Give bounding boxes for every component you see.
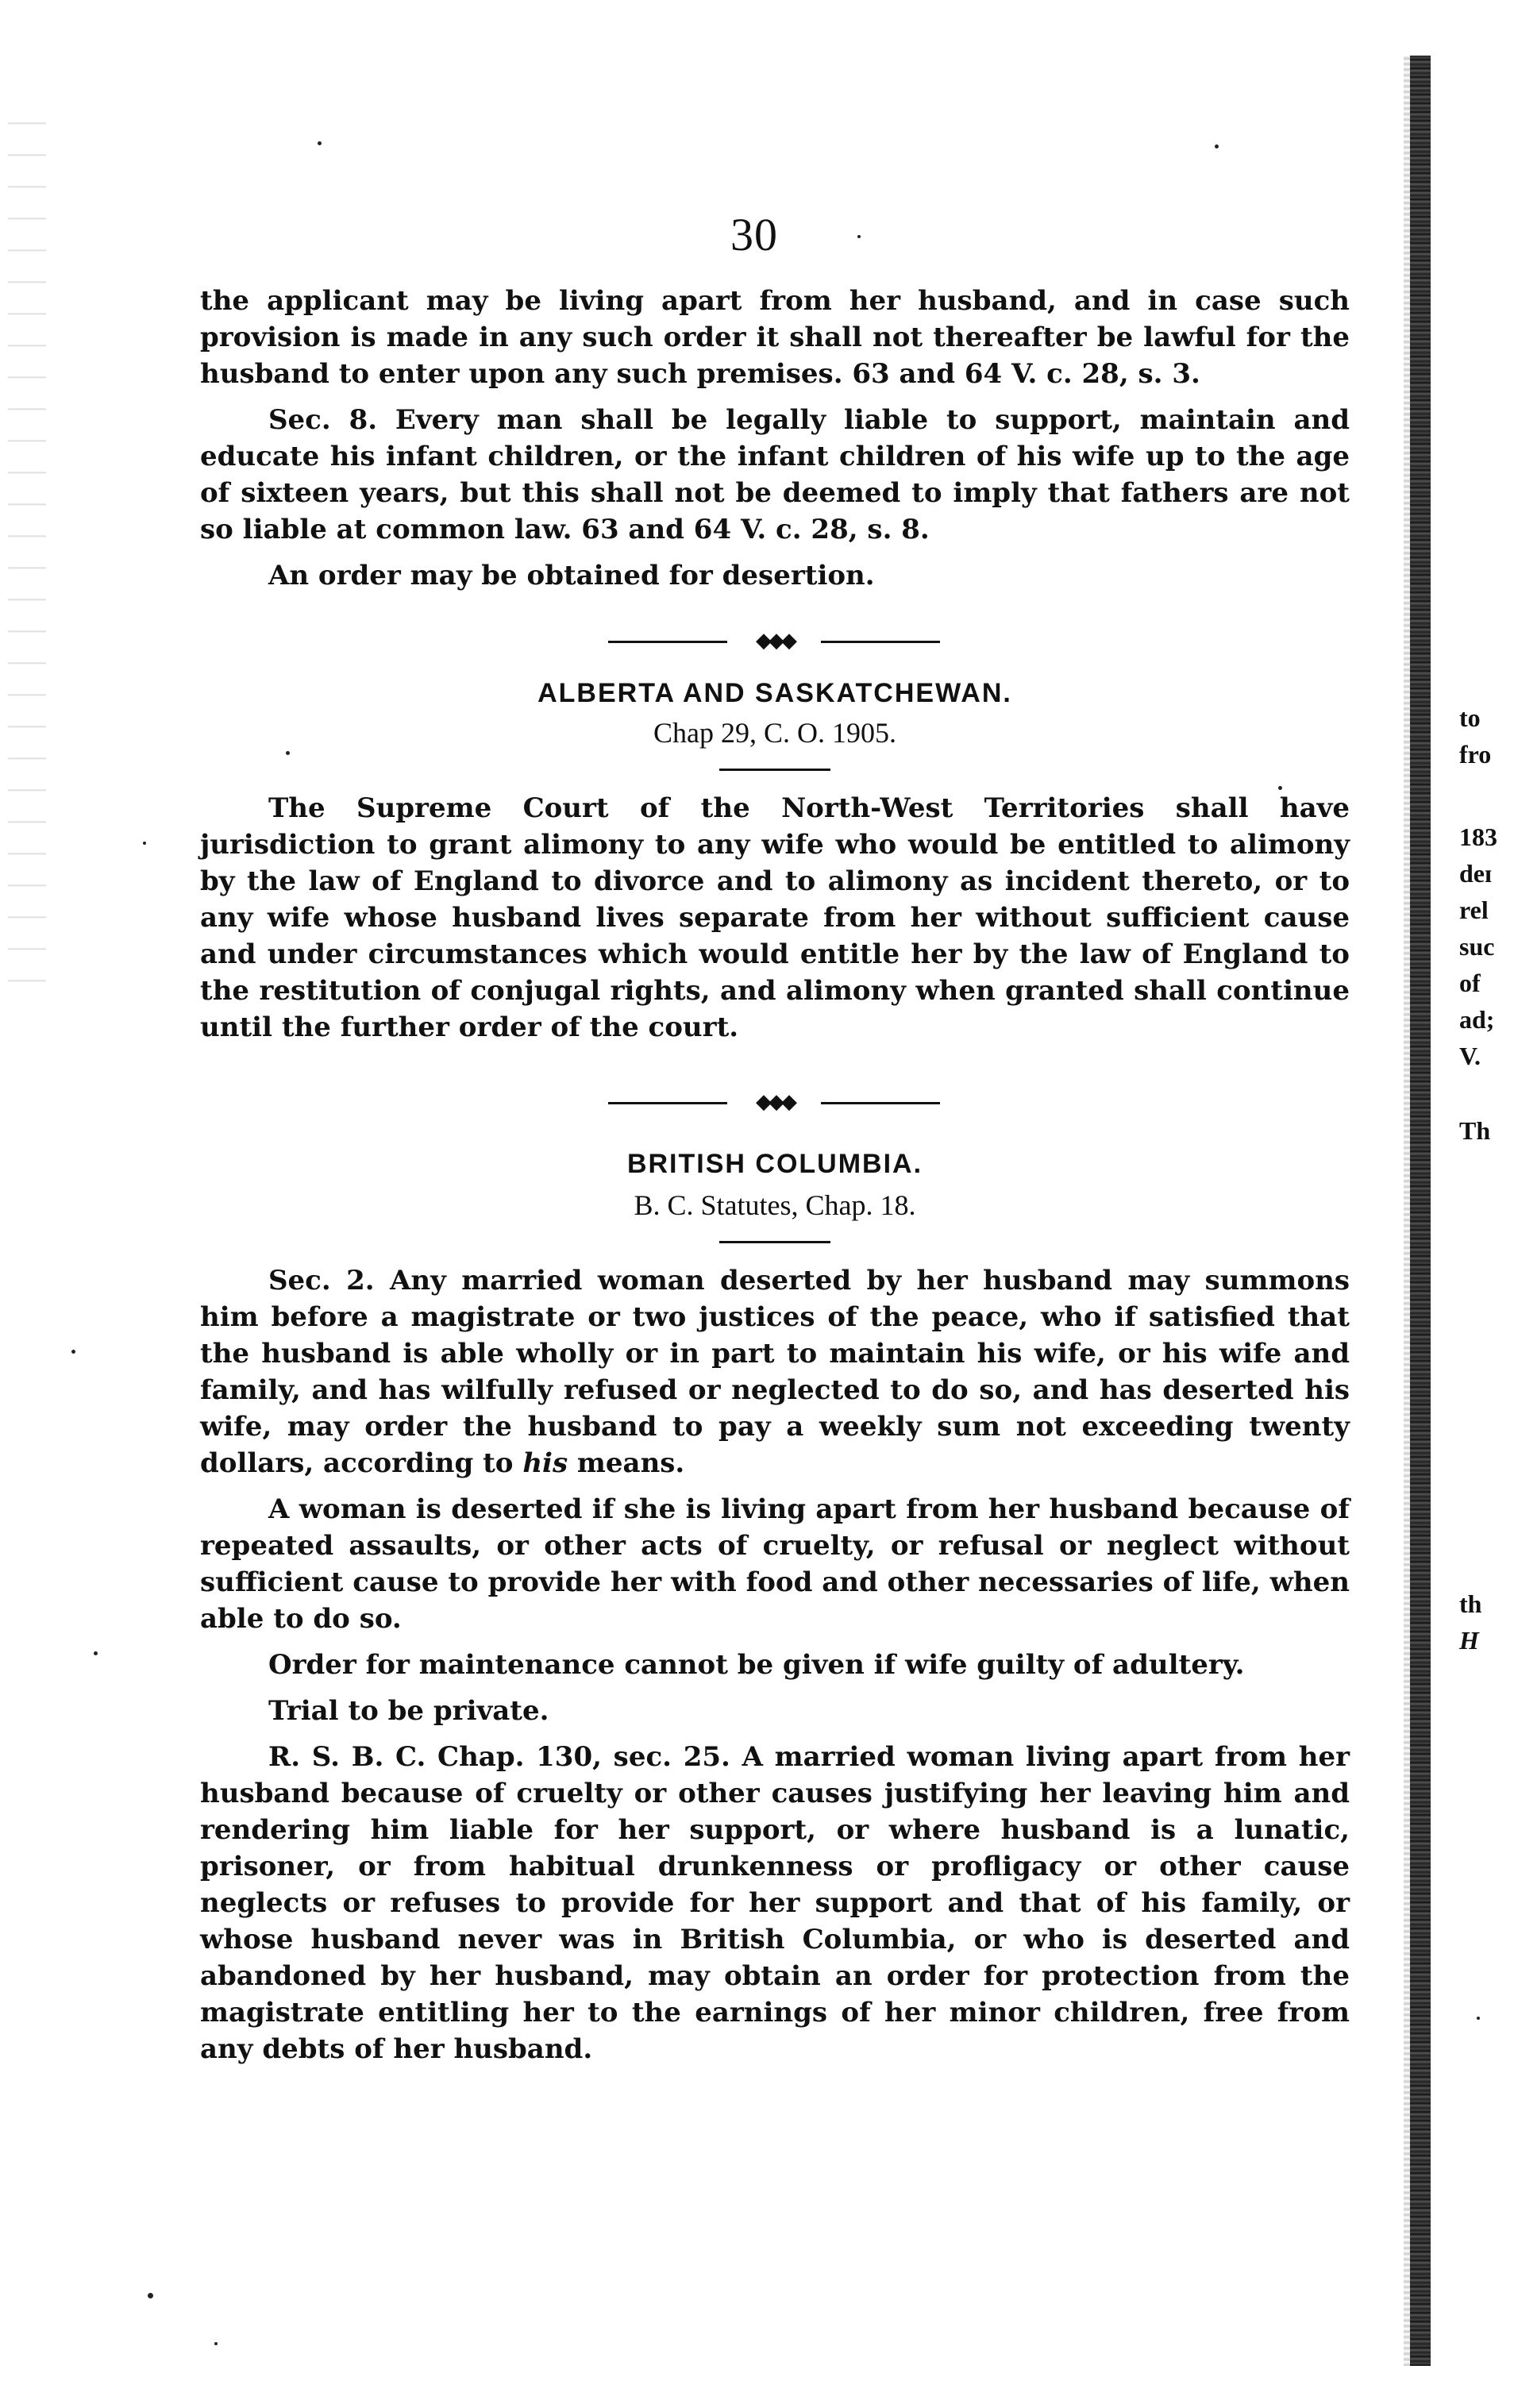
bc-paragraph-1-end: means. <box>568 1447 685 1479</box>
page-number: 30 <box>730 209 778 260</box>
section-divider-ornament <box>200 1087 1350 1119</box>
section-heading-british-columbia: BRITISH COLUMBIA. <box>626 1149 923 1179</box>
bc-paragraph-1-italic: his <box>522 1447 568 1479</box>
adjacent-page-fragment: of <box>1459 969 1481 997</box>
section-divider-ornament <box>200 626 1350 657</box>
scan-speck <box>94 1651 98 1655</box>
adjacent-page-fragment: 183 <box>1459 823 1497 851</box>
adjacent-page-fragment: H <box>1459 1626 1479 1655</box>
left-margin-noise <box>8 111 46 984</box>
bc-paragraph-5: R. S. B. C. Chap. 130, sec. 25. A married woman living apart from her husband because of cruelty or other causes justifying her leaving him and rendering him liable for her support, or where husband is a lunatic, prisoner, or from habitual drunkenness or profligacy or other cause neglects or refuses to provide for her support and that of his family, or whose husband never was in British Columbia, or who is deserted and abandoned by her husband, may obtain an order for protection from the magistrate entitling her to the earnings of her minor children, free from any debts of her husband. <box>200 1741 1350 2065</box>
adjacent-page-fragment: th <box>1459 1589 1482 1618</box>
main-text-column <box>200 283 1350 2067</box>
scan-speck <box>318 141 322 145</box>
scan-speck <box>1215 144 1219 148</box>
bc-paragraph-2: A woman is deserted if she is living apart from her husband because of repeated assaults, or other acts of cruelty, or refusal or neglect without sufficient cause to provide her with food and other necessaries of life, when able to do so. <box>200 1493 1350 1635</box>
scan-speck <box>148 2293 153 2298</box>
scan-speck <box>1477 2017 1480 2020</box>
divider-diamonds-icon: ◆◆◆ <box>756 629 794 653</box>
adjacent-page-fragment: to <box>1459 703 1481 732</box>
intro-paragraph-1: the applicant may be living apart from her husband, and in case such provision is made in any such order it shall not thereafter be lawful for the husband to enter upon any such premises. 63 and 64 V. c. 28, s. 3. <box>200 285 1350 390</box>
section-heading-alberta: ALBERTA AND SASKATCHEWAN. <box>537 678 1012 708</box>
scan-speck <box>286 751 290 755</box>
scan-speck <box>1278 786 1282 790</box>
adjacent-page-fragment: Th <box>1459 1116 1491 1145</box>
divider-line-right <box>821 1102 940 1104</box>
adjacent-page-fragment: suc <box>1459 932 1495 961</box>
bc-paragraph-1-main: Sec. 2. Any married woman deserted by her husband may summons him before a magistrate or two justices of the peace, who if satisfied that the husband is able wholly or in part to maintain his wife, or his wife and family, and has wilfully refused or neglected to do so, and has deserted his wife, may order the husband to pay a weekly sum not exceeding twenty dollars, according to <box>200 1265 1350 1479</box>
binding-gutter-shadow <box>1410 56 1431 2366</box>
divider-diamonds-icon: ◆◆◆ <box>756 1090 794 1114</box>
divider-line-right <box>821 641 940 643</box>
scan-speck <box>214 2342 218 2345</box>
bc-paragraph-1 <box>200 1262 1350 1481</box>
bc-paragraph-4: Trial to be private. <box>268 1695 549 1727</box>
divider-line-left <box>608 641 727 643</box>
adjacent-page-fragment: fro <box>1459 740 1492 769</box>
intro-paragraph-3: An order may be obtained for desertion. <box>268 560 875 591</box>
alberta-paragraph-1: The Supreme Court of the North-West Territories shall have jurisdiction to grant alimony to any wife who would be entitled to alimony by the law of England to divorce and to alimony as incident thereto, or to any wife whose husband lives separate from her without sufficient cause and under circumstances which would entitle her by the law of England to the restitution of conjugal rights, and alimony when granted shall continue until the further order of the court. <box>200 792 1350 1043</box>
scan-speck <box>143 842 146 845</box>
adjacent-page-fragment: ad; <box>1459 1005 1495 1034</box>
section-subheading-alberta: Chap 29, C. O. 1905. <box>653 717 896 749</box>
adjacent-page-fragment: rel <box>1459 896 1489 924</box>
section-subheading-british-columbia: B. C. Statutes, Chap. 18. <box>634 1189 916 1221</box>
binding-edge-highlight <box>1404 56 1410 2366</box>
short-rule <box>719 1241 830 1243</box>
adjacent-page-fragment: deɪ <box>1459 859 1493 888</box>
divider-line-left <box>608 1102 727 1104</box>
intro-paragraph-2: Sec. 8. Every man shall be legally liable to support, maintain and educate his infant children, or the infant children of his wife up to the age of sixteen years, but this shall not be deemed to imply that fathers are not so liable at common law. 63 and 64 V. c. 28, s. 8. <box>200 404 1350 545</box>
scan-speck <box>857 235 861 238</box>
adjacent-page-fragment: V. <box>1459 1042 1481 1070</box>
bc-paragraph-3: Order for maintenance cannot be given if wife guilty of adultery. <box>268 1649 1245 1681</box>
short-rule <box>719 769 830 771</box>
scan-speck <box>71 1350 75 1354</box>
